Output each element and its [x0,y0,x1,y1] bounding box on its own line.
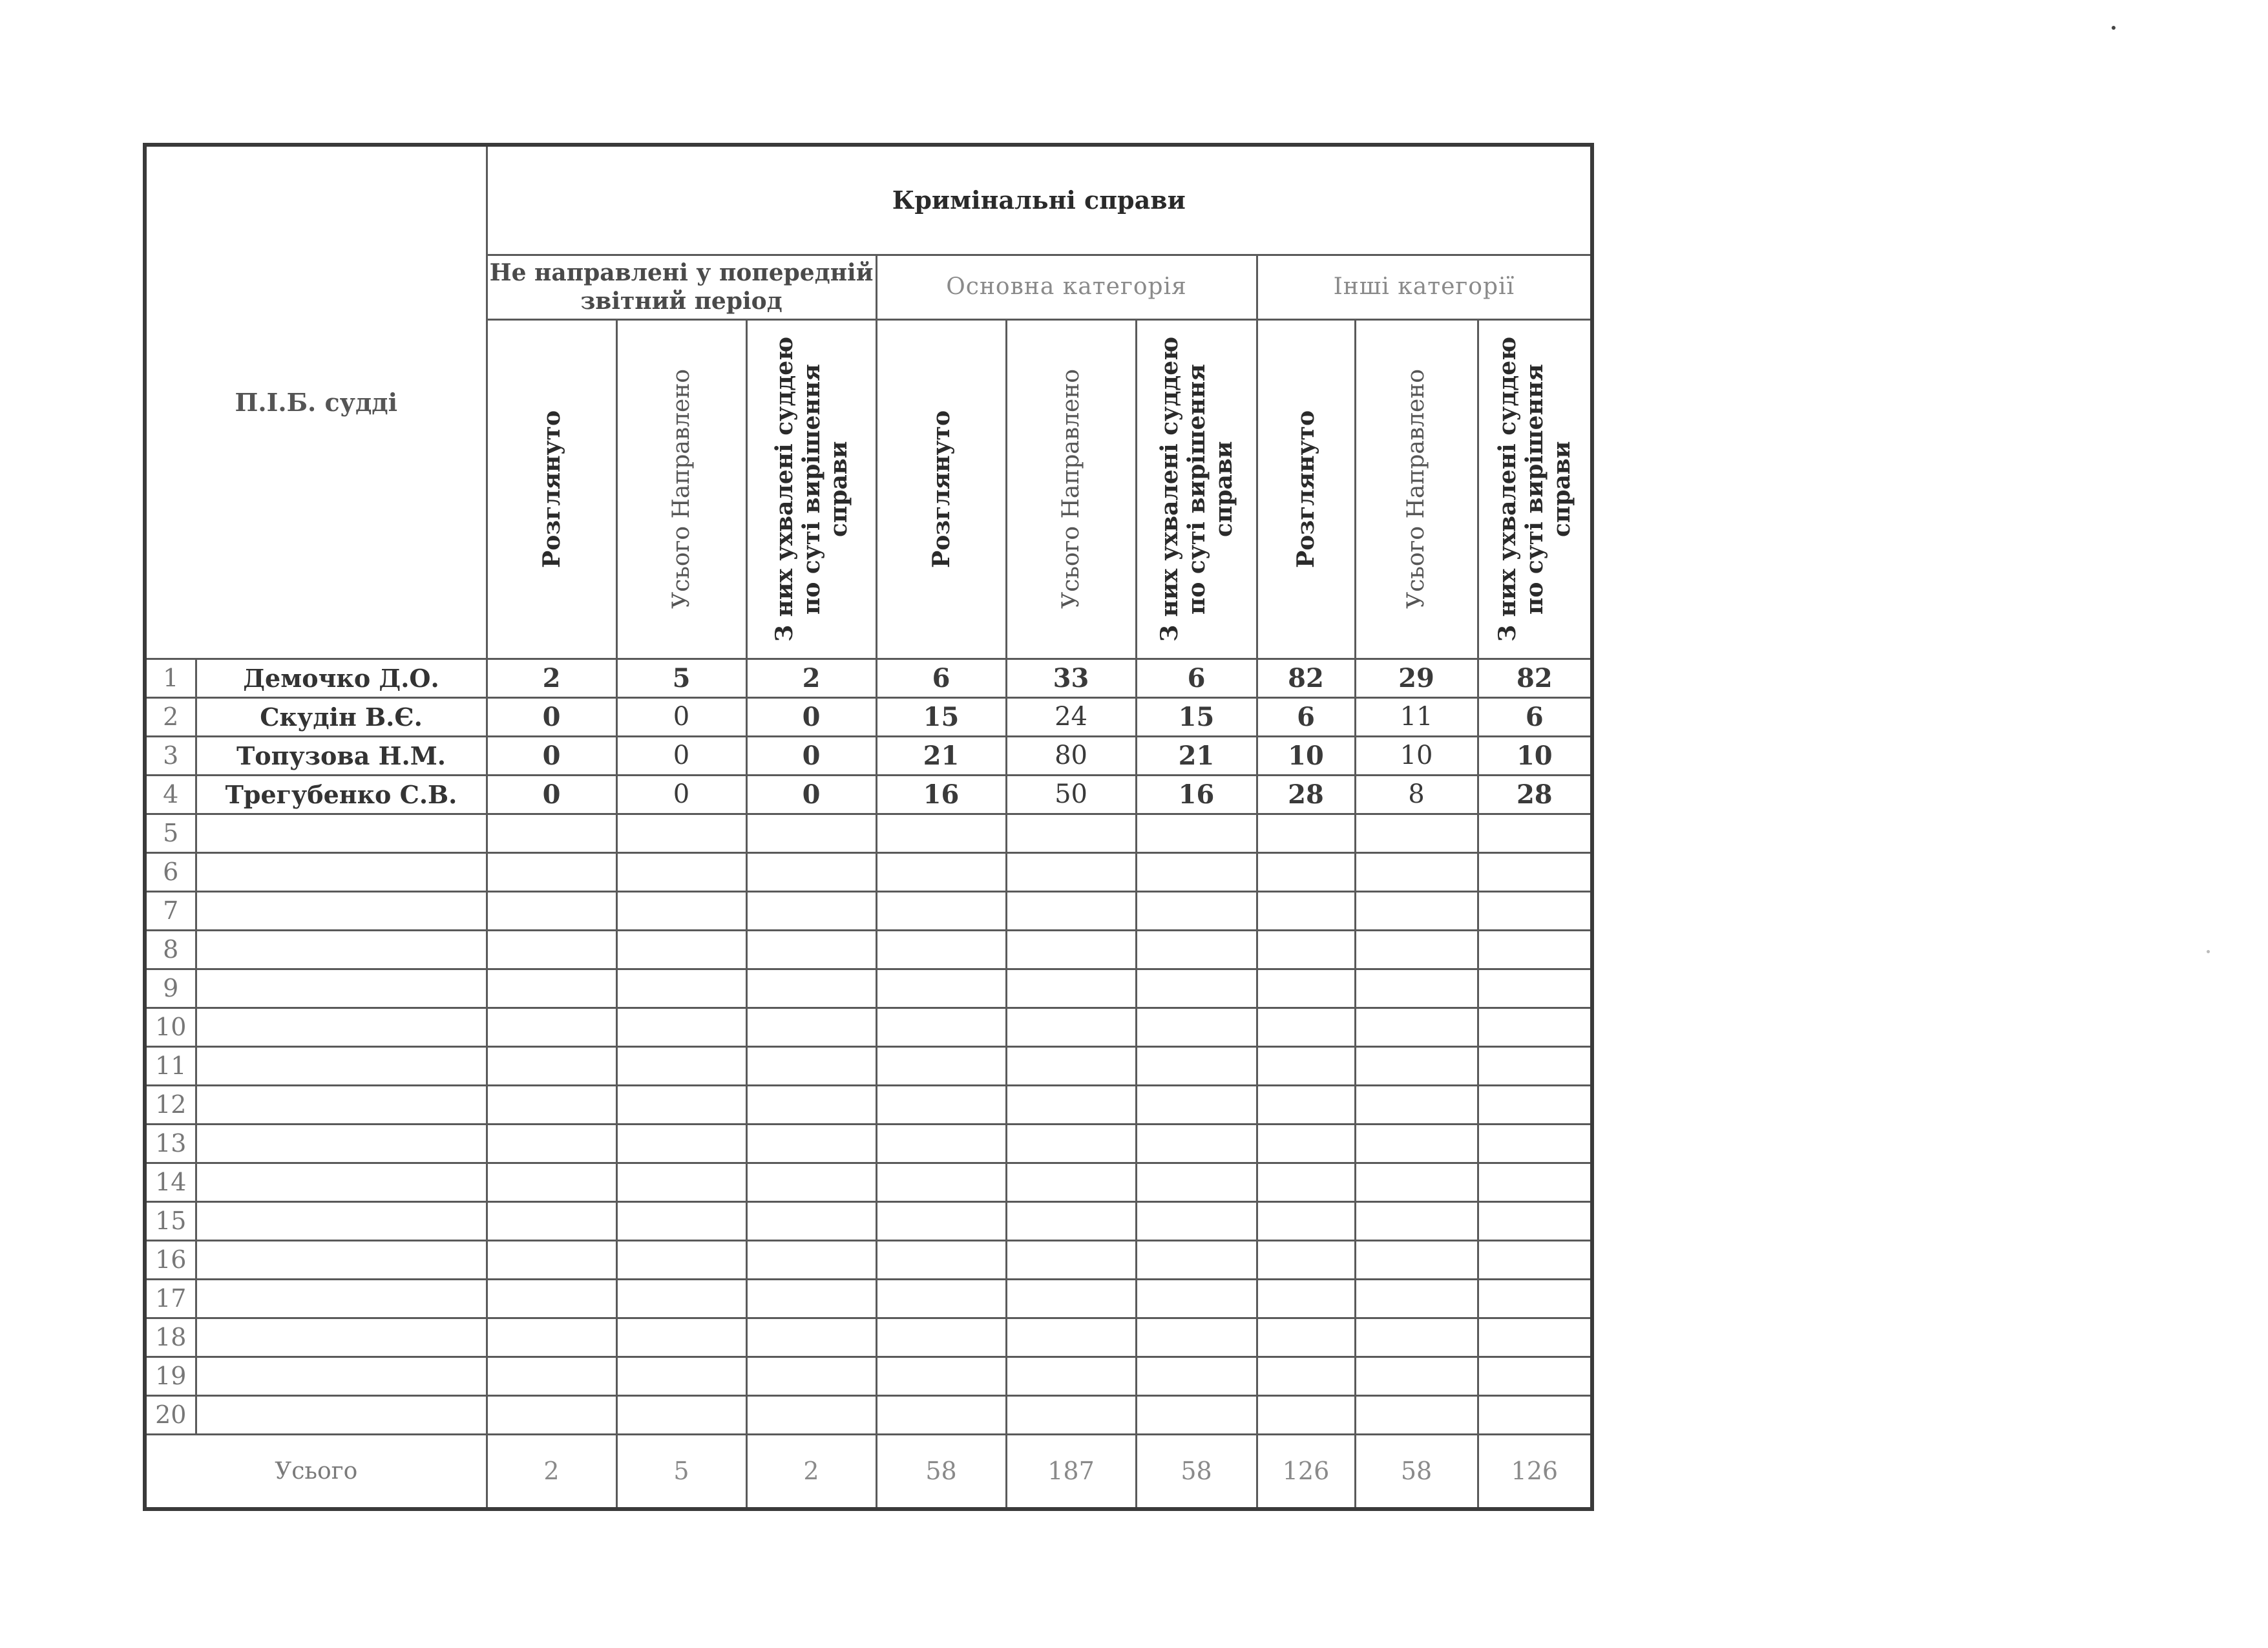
column-header [616,319,746,659]
judge-name [196,969,487,1008]
value-cell: 50 [1006,775,1136,814]
column-header [1257,319,1355,659]
value-cell [1006,1008,1136,1046]
value-cell [876,1046,1006,1085]
value-cell [1006,1046,1136,1085]
value-cell [746,1357,876,1395]
totals-row [145,1434,1592,1509]
judge-name [196,1085,487,1124]
table-row [145,891,1592,930]
table-title: Кримінальні справи [487,145,1592,255]
judge-name [196,891,487,930]
value-cell [1006,891,1136,930]
value-cell [1136,1163,1257,1201]
scan-speck [2112,26,2116,30]
value-cell [1478,1008,1592,1046]
value-cell [1006,852,1136,891]
value-cell [1006,1124,1136,1163]
value-cell [1355,1357,1478,1395]
total-cell: 2 [746,1434,876,1509]
value-cell [876,1008,1006,1046]
value-cell [1136,1357,1257,1395]
value-cell: 6 [1478,697,1592,736]
value-cell [1257,1124,1355,1163]
judge-name [196,1395,487,1434]
total-cell: 58 [1136,1434,1257,1509]
judge-name [196,1201,487,1240]
value-cell: 0 [616,775,746,814]
value-cell [1355,891,1478,930]
value-cell [746,852,876,891]
value-cell: 29 [1355,659,1478,697]
value-cell: 0 [746,775,876,814]
value-cell [487,1318,616,1357]
value-cell [876,930,1006,969]
value-cell [1136,1124,1257,1163]
value-cell [487,1085,616,1124]
value-cell [876,891,1006,930]
value-cell [1478,969,1592,1008]
value-cell: 82 [1257,659,1355,697]
row-index: 4 [145,775,196,814]
value-cell [1006,930,1136,969]
value-cell [876,814,1006,852]
value-cell: 5 [616,659,746,697]
value-cell [1355,1201,1478,1240]
total-cell: 58 [1355,1434,1478,1509]
value-cell [616,1240,746,1279]
value-cell [1478,1240,1592,1279]
value-cell [1257,1085,1355,1124]
value-cell [746,814,876,852]
value-cell [1136,930,1257,969]
table-row [145,1357,1592,1395]
value-cell [487,1357,616,1395]
value-cell [746,1240,876,1279]
row-index: 9 [145,969,196,1008]
value-cell [616,1318,746,1357]
value-cell [1478,930,1592,969]
table-row [145,852,1592,891]
value-cell [746,1008,876,1046]
value-cell [487,1240,616,1279]
value-cell [616,1279,746,1318]
table-row [145,1279,1592,1318]
value-cell [876,1318,1006,1357]
value-cell: 6 [1257,697,1355,736]
value-cell [1006,1357,1136,1395]
value-cell [1355,852,1478,891]
value-cell [876,1357,1006,1395]
value-cell [1006,1279,1136,1318]
value-cell [487,852,616,891]
judge-name-header: П.І.Б. судді [145,145,487,659]
value-cell [1257,1201,1355,1240]
table-row [145,1046,1592,1085]
table-row [145,659,1592,697]
value-cell [1355,930,1478,969]
value-cell [1478,1201,1592,1240]
value-cell [746,930,876,969]
value-cell [746,969,876,1008]
row-index: 16 [145,1240,196,1279]
value-cell [487,1008,616,1046]
value-cell [1355,1240,1478,1279]
column-header-label: Усього Направлено [667,369,695,609]
column-header-label: З них ухвалені суддею по суті вирішення справи [1155,336,1237,642]
value-cell [487,969,616,1008]
value-cell [1257,1357,1355,1395]
judge-name [196,852,487,891]
column-header [1478,319,1592,659]
value-cell: 10 [1478,736,1592,775]
column-header-label: Усього Направлено [1403,369,1430,609]
value-cell [1136,1395,1257,1434]
value-cell [1136,1085,1257,1124]
value-cell [1136,1201,1257,1240]
row-index: 5 [145,814,196,852]
value-cell [1257,1318,1355,1357]
judge-name: Топузова Н.М. [196,736,487,775]
value-cell [1136,1279,1257,1318]
column-header-label: Розглянуто [927,410,955,568]
value-cell: 2 [746,659,876,697]
row-index: 10 [145,1008,196,1046]
total-cell: 187 [1006,1434,1136,1509]
value-cell [616,1395,746,1434]
value-cell [1478,852,1592,891]
value-cell [1257,969,1355,1008]
value-cell: 10 [1257,736,1355,775]
value-cell [616,1163,746,1201]
value-cell: 0 [487,736,616,775]
value-cell: 21 [876,736,1006,775]
value-cell [487,814,616,852]
value-cell [1136,969,1257,1008]
column-header-label: Розглянуто [538,410,565,568]
value-cell [1136,1008,1257,1046]
judge-name: Демочко Д.О. [196,659,487,697]
row-index: 18 [145,1318,196,1357]
table-row [145,1395,1592,1434]
judge-name [196,1279,487,1318]
column-header [876,319,1006,659]
value-cell [1478,1085,1592,1124]
value-cell [1355,1318,1478,1357]
value-cell [487,1163,616,1201]
value-cell [1478,1318,1592,1357]
value-cell: 0 [746,736,876,775]
value-cell [616,1124,746,1163]
value-cell [487,1046,616,1085]
column-header-label: Розглянуто [1292,410,1320,568]
judge-name [196,1008,487,1046]
value-cell: 28 [1478,775,1592,814]
value-cell [1257,814,1355,852]
value-cell [487,930,616,969]
judge-name [196,1318,487,1357]
value-cell [616,814,746,852]
value-cell [1006,814,1136,852]
value-cell: 80 [1006,736,1136,775]
table-row [145,1124,1592,1163]
value-cell [1355,1279,1478,1318]
value-cell [487,1395,616,1434]
row-index: 1 [145,659,196,697]
value-cell [1355,1163,1478,1201]
value-cell: 0 [487,775,616,814]
value-cell [1006,1240,1136,1279]
value-cell: 15 [876,697,1006,736]
value-cell [1136,852,1257,891]
judge-name [196,1240,487,1279]
table-row [145,736,1592,775]
value-cell [1478,1124,1592,1163]
total-cell: 58 [876,1434,1006,1509]
column-header [746,319,876,659]
column-header [1136,319,1257,659]
value-cell [1257,1163,1355,1201]
total-cell: 5 [616,1434,746,1509]
value-cell [876,1395,1006,1434]
judge-name [196,814,487,852]
row-index: 12 [145,1085,196,1124]
judge-name [196,1124,487,1163]
value-cell: 15 [1136,697,1257,736]
table-row [145,1318,1592,1357]
value-cell [876,1279,1006,1318]
value-cell [746,1201,876,1240]
row-index: 8 [145,930,196,969]
value-cell [1257,1240,1355,1279]
table-row [145,930,1592,969]
scan-speck [2207,950,2210,953]
value-cell [1478,1395,1592,1434]
value-cell [616,852,746,891]
value-cell [1478,814,1592,852]
total-cell: 126 [1478,1434,1592,1509]
value-cell [1478,1163,1592,1201]
value-cell [1355,1124,1478,1163]
column-header [487,319,616,659]
value-cell [616,1357,746,1395]
value-cell [616,1085,746,1124]
value-cell [746,1085,876,1124]
value-cell: 11 [1355,697,1478,736]
value-cell [616,891,746,930]
value-cell [746,1046,876,1085]
group-header-main-category: Основна категорія [876,255,1257,319]
value-cell [616,930,746,969]
row-index: 6 [145,852,196,891]
value-cell: 24 [1006,697,1136,736]
value-cell [1355,969,1478,1008]
table-row [145,1008,1592,1046]
column-header-label: З них ухвалені суддею по суті вирішення справи [1493,336,1575,642]
value-cell [1006,1163,1136,1201]
value-cell [487,1279,616,1318]
value-cell [487,1124,616,1163]
value-cell: 16 [1136,775,1257,814]
value-cell [1006,969,1136,1008]
value-cell [616,1008,746,1046]
value-cell [1006,1395,1136,1434]
value-cell [1355,1046,1478,1085]
value-cell: 16 [876,775,1006,814]
value-cell [487,1201,616,1240]
value-cell [876,969,1006,1008]
table-row [145,814,1592,852]
value-cell [876,1124,1006,1163]
value-cell [746,1318,876,1357]
table-row [145,969,1592,1008]
group-header-not-sent: Не направлені у попередній звітний період [487,255,876,319]
value-cell [746,1163,876,1201]
value-cell [1257,1046,1355,1085]
totals-label: Усього [145,1434,487,1509]
judge-name: Трегубенко С.В. [196,775,487,814]
row-index: 7 [145,891,196,930]
table-body [145,659,1592,1434]
value-cell: 2 [487,659,616,697]
value-cell [1355,814,1478,852]
value-cell [1136,1318,1257,1357]
row-index: 14 [145,1163,196,1201]
value-cell [876,1085,1006,1124]
value-cell [1355,1008,1478,1046]
value-cell: 28 [1257,775,1355,814]
value-cell [1478,1046,1592,1085]
total-cell: 2 [487,1434,616,1509]
row-index: 11 [145,1046,196,1085]
column-header-label: Усього Направлено [1057,369,1084,609]
value-cell: 82 [1478,659,1592,697]
value-cell [876,852,1006,891]
judge-name [196,1046,487,1085]
table-row [145,1163,1592,1201]
value-cell [876,1240,1006,1279]
value-cell: 6 [876,659,1006,697]
value-cell [1257,930,1355,969]
value-cell: 0 [487,697,616,736]
value-cell [876,1163,1006,1201]
value-cell [1257,1279,1355,1318]
value-cell [1006,1085,1136,1124]
value-cell: 6 [1136,659,1257,697]
value-cell: 21 [1136,736,1257,775]
value-cell [1257,852,1355,891]
value-cell: 10 [1355,736,1478,775]
row-index: 3 [145,736,196,775]
value-cell: 0 [616,736,746,775]
table-row [145,1085,1592,1124]
table-row [145,697,1592,736]
value-cell [1006,1318,1136,1357]
value-cell [746,1395,876,1434]
row-index: 20 [145,1395,196,1434]
value-cell: 33 [1006,659,1136,697]
value-cell [1136,1240,1257,1279]
value-cell: 0 [746,697,876,736]
value-cell [616,1201,746,1240]
value-cell: 8 [1355,775,1478,814]
row-index: 19 [145,1357,196,1395]
column-header [1006,319,1136,659]
value-cell: 0 [616,697,746,736]
value-cell [1136,814,1257,852]
value-cell [1257,1395,1355,1434]
value-cell [1136,1046,1257,1085]
value-cell [616,1046,746,1085]
table-row [145,775,1592,814]
value-cell [746,1124,876,1163]
value-cell [1478,1357,1592,1395]
row-index: 13 [145,1124,196,1163]
value-cell [1478,1279,1592,1318]
value-cell [1136,891,1257,930]
judge-name [196,1357,487,1395]
value-cell [1257,891,1355,930]
total-cell: 126 [1257,1434,1355,1509]
value-cell [746,1279,876,1318]
table-row [145,1240,1592,1279]
column-header-label: З них ухвалені суддею по суті вирішення справи [770,336,852,642]
judge-name: Скудін В.Є. [196,697,487,736]
row-index: 2 [145,697,196,736]
value-cell [1006,1201,1136,1240]
table-row [145,1201,1592,1240]
value-cell [616,969,746,1008]
column-header [1355,319,1478,659]
judge-name [196,930,487,969]
value-cell [746,891,876,930]
value-cell [487,891,616,930]
row-index: 15 [145,1201,196,1240]
value-cell [876,1201,1006,1240]
value-cell [1257,1008,1355,1046]
criminal-cases-table [143,143,1594,1511]
row-index: 17 [145,1279,196,1318]
group-header-other-categories: Інші категорії [1257,255,1592,319]
judge-name [196,1163,487,1201]
value-cell [1355,1395,1478,1434]
value-cell [1355,1085,1478,1124]
value-cell [1478,891,1592,930]
